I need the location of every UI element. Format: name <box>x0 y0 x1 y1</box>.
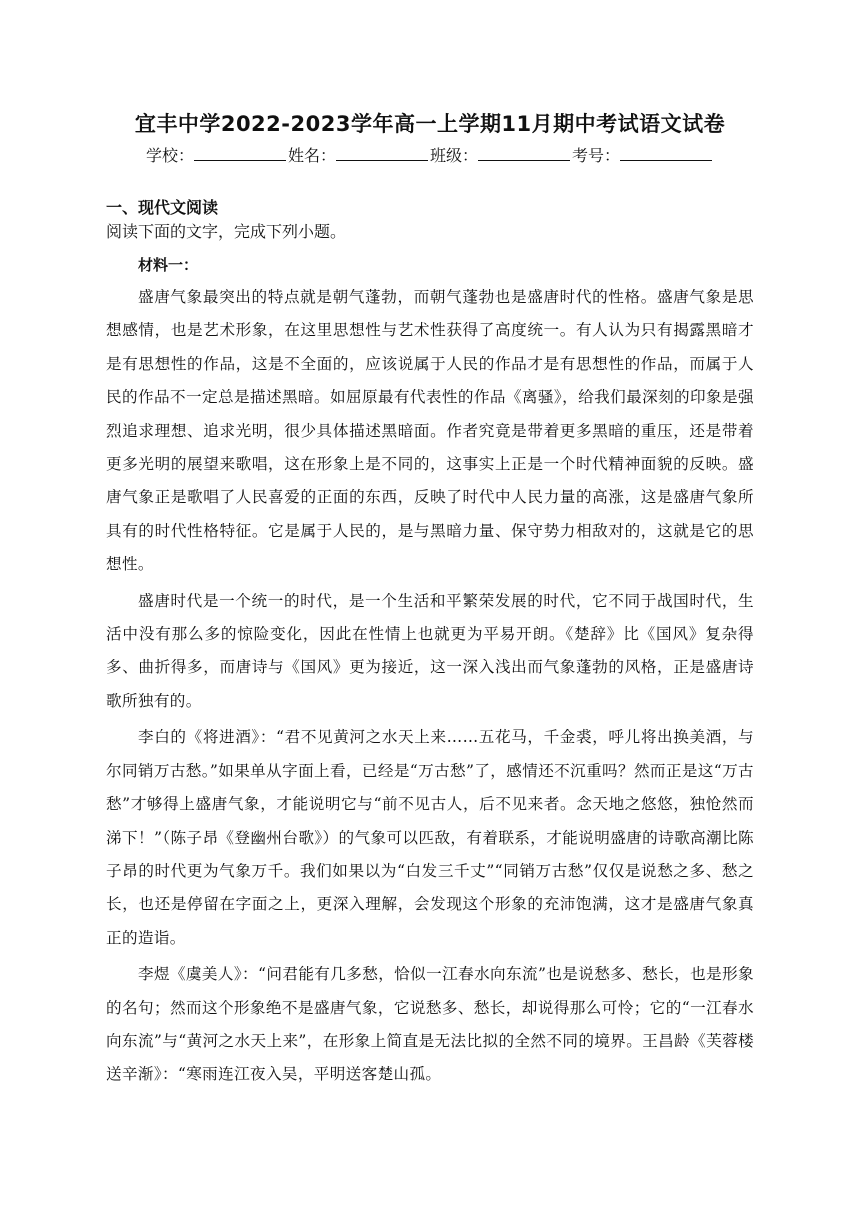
name-field <box>288 143 430 169</box>
exam-title: 宜丰中学2022-2023学年高一上学期11月期中考试语文试卷 <box>134 112 726 136</box>
paragraph-3: 李白的《将进酒》：“君不见黄河之水天上来……五花马，千金裘，呼儿将出换美酒，与尔同销万古愁。”如果单从字面上看，已经是“万古愁”了，感情还不沉重吗？然而正是这“万古愁”才够得上盛唐气象，才能说明它与“前不见古人，后不见来者。念天地之悠悠，独怆然而涕下！”（陈子昂《登幽州台歌》）的气象可以匹敌，有着联系，才能说明盛唐的诗歌高潮比陈子昂的时代更为气象万千。我们如果以为“白发三千丈”“同销万古愁”仅仅是说愁之多、愁之长，也还是停留在字面之上，更深入理解，会发现这个形象的充沛饱满，这才是盛唐气象真正的造诣。 <box>106 728 754 947</box>
student-info-line <box>106 143 754 169</box>
exam-number-field <box>572 143 714 169</box>
paragraph-2: 盛唐时代是一个统一的时代，是一个生活和平繁荣发展的时代，它不同于战国时代，生活中没有那么多的惊险变化，因此在性情上也就更为平易开朗。《楚辞》比《国风》复杂得多、曲折得多，而唐诗与《国风》更为接近，这一深入浅出而气象蓬勃的风格，正是盛唐诗歌所独有的。 <box>106 591 754 710</box>
class-field <box>430 143 572 169</box>
section-heading: 一、现代文阅读 <box>106 198 219 217</box>
paragraph-1: 盛唐气象最突出的特点就是朝气蓬勃，而朝气蓬勃也是盛唐时代的性格。盛唐气象是思想感情，也是艺术形象，在这里思想性与艺术性获得了高度统一。有人认为只有揭露黑暗才是有思想性的作品，这是不全面的，应该说属于人民的作品才是有思想性的作品，而属于人民的作品不一定总是描述黑暗。如屈原最有代表性的作品《离骚》，给我们最深刻的印象是强烈追求理想、追求光明，很少具体描述黑暗面。作者究竟是带着更多黑暗的重压，还是带着更多光明的展望来歌唱，这在形象上是不同的，这事实上正是一个时代精神面貌的反映。盛唐气象正是歌唱了人民喜爱的正面的东西，反映了时代中人民力量的高涨，这是盛唐气象所具有的时代性格特征。它是属于人民的，是与黑暗力量、保守势力相敌对的，这就是它的思想性。 <box>106 288 754 574</box>
name-label: 姓名： <box>287 146 336 165</box>
class-blank[interactable] <box>478 146 570 161</box>
school-field <box>146 143 288 169</box>
name-blank[interactable] <box>336 146 428 161</box>
school-label: 学校： <box>145 146 194 165</box>
class-label: 班级： <box>430 146 479 165</box>
exam-number-blank[interactable] <box>620 146 712 161</box>
reading-instruction: 阅读下面的文字，完成下列小题。 <box>106 222 347 241</box>
school-blank[interactable] <box>194 146 286 161</box>
paragraph-4: 李煜《虞美人》：“问君能有几多愁，恰似一江春水向东流”也是说愁多、愁长，也是形象的名句；然而这个形象绝不是盛唐气象，它说愁多、愁长，却说得那么可怜；它的“一江春水向东流”与“黄河之水天上来”，在形象上简直是无法比拟的全然不同的境界。王昌龄《芙蓉楼送辛渐》：“寒雨连江夜入吴，平明送客楚山孤。 <box>106 965 754 1084</box>
material-label: 材料一： <box>138 256 199 274</box>
exam-number-label: 考号： <box>572 146 621 165</box>
